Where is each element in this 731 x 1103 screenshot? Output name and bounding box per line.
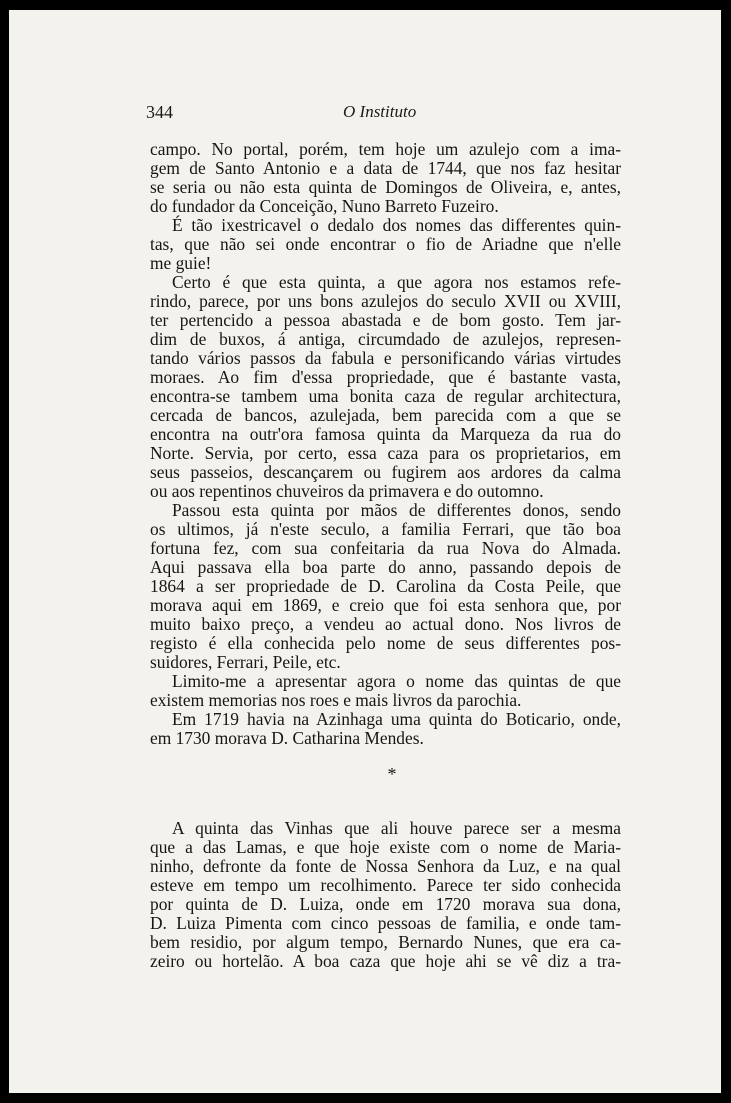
text-line: existem memorias nos roes e mais livros da parochia. [150,690,522,710]
text-line: encontra na outr'ora famosa quinta da Marqueza da rua do [150,424,621,444]
text-line: Norte. Servia, por certo, essa caza para os proprietarios, em [150,443,621,463]
text-line: me guie! [150,253,212,273]
text-line: Passou esta quinta por mãos de differentes donos, sendo [172,500,621,520]
text-line: tas, que não sei onde encontrar o fio de Ariadne que n'elle [150,234,621,254]
text-line: tando vários passos da fabula e personificando várias virtudes [150,348,621,368]
text-line: ter pertencido a pessoa abastada e de bom gosto. Tem jar- [150,310,621,330]
text-line: por quinta de D. Luiza, onde em 1720 morava sua dona, [150,894,621,914]
text-line: seus passeios, descançarem ou fugirem aos ardores da calma [150,462,621,482]
text-line: ou aos repentinos chuveiros da primavera e do outomno. [150,481,544,501]
text-line: dim de buxos, á antiga, circumdado de azulejos, represen- [150,329,621,349]
text-line: A quinta das Vinhas que ali houve parece ser a mesma [172,818,621,838]
text-line: zeiro ou hortelão. A boa caza que hoje ahi se vê diz a tra- [150,951,621,971]
text-line: em 1730 morava D. Catharina Mendes. [150,728,424,748]
text-line: Em 1719 havia na Azinhaga uma quinta do Boticario, onde, [172,709,621,729]
text-line: os ultimos, já n'este seculo, a familia Ferrari, que tão boa [150,519,621,539]
text-line: esteve em tempo um recolhimento. Parece ter sido conhecida [150,875,621,895]
text-line: registo é ella conhecida pelo nome de seus differentes pos- [150,633,621,653]
text-line: suidores, Ferrari, Peile, etc. [150,652,341,672]
running-title: O Instituto [343,102,417,121]
page-number: 344 [146,102,173,122]
text-line: encontra-se tambem uma bonita caza de regular architectura, [150,386,621,406]
body-text [9,10,721,1093]
text-line: moraes. Ao fim d'essa propriedade, que é bastante vasta, [150,367,621,387]
text-line: se seria ou não esta quinta de Domingos de Oliveira, e, antes, [150,177,621,197]
text-line: que a das Lamas, e que hoje existe com o nome de Maria- [150,837,621,857]
text-line: Aqui passava ella boa parte do anno, passando depois de [150,557,621,577]
text-line: muito baixo preço, a vendeu ao actual dono. Nos livros de [150,614,621,634]
text-line: D. Luiza Pimenta com cinco pessoas de familia, e onde tam- [150,913,621,933]
section-separator: * [387,764,397,784]
text-line: Certo é que esta quinta, a que agora nos estamos refe- [172,272,621,292]
text-line: gem de Santo Antonio e a data de 1744, que nos faz hesitar [150,158,621,178]
text-line: morava aqui em 1869, e creio que foi esta senhora que, por [150,595,621,615]
text-line: Limito-me a apresentar agora o nome das quintas de que [172,671,621,691]
book-page [9,10,721,1093]
text-line: fortuna fez, com sua confeitaria da rua Nova do Almada. [150,538,621,558]
text-line: campo. No portal, porém, tem hoje um azulejo com a ima- [150,139,621,159]
text-line: ninho, defronte da fonte de Nossa Senhora da Luz, e na qual [150,856,621,876]
text-line: cercada de bancos, azulejada, bem parecida com a que se [150,405,621,425]
text-line: do fundador da Conceição, Nuno Barreto Fuzeiro. [150,196,499,216]
text-line: bem residio, por algum tempo, Bernardo Nunes, que era ca- [150,932,621,952]
text-line: É tão ixestricavel o dedalo dos nomes das differentes quin- [172,215,621,235]
text-line: 1864 a ser propriedade de D. Carolina da Costa Peile, que [150,576,621,596]
text-line: rindo, parece, por uns bons azulejos do seculo XVII ou XVIII, [150,291,621,311]
